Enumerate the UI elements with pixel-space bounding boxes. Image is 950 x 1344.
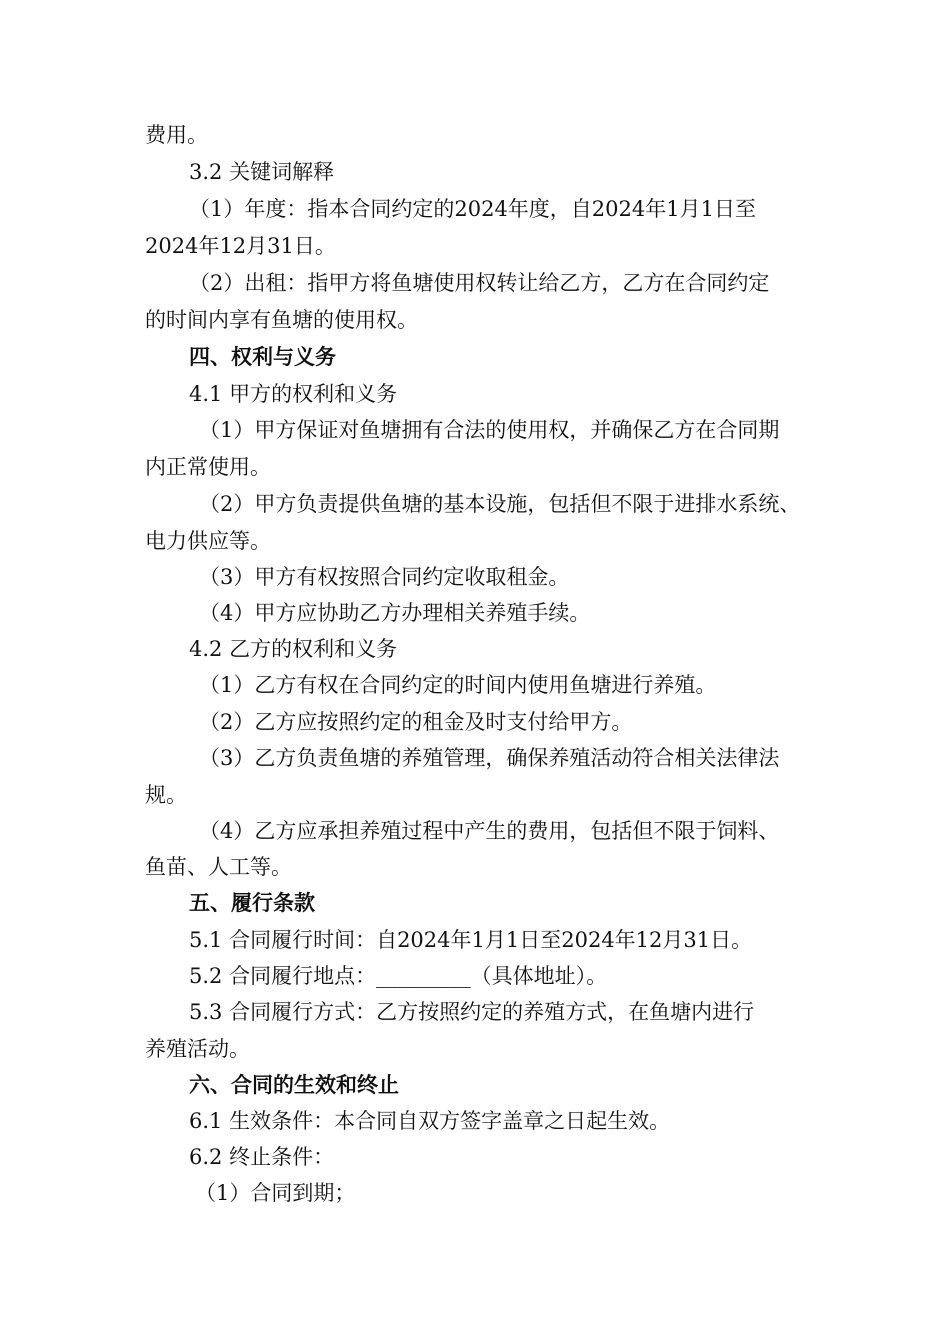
paragraph-continuation: 费用。 — [145, 123, 208, 147]
party-a-item-1: （1）甲方保证对鱼塘拥有合法的使用权，并确保乙方在合同期 — [199, 418, 780, 442]
definition-item-2: （2）出租：指甲方将鱼塘使用权转让给乙方，乙方在合同约定 — [189, 271, 770, 295]
party-b-item-4: （4）乙方应承担养殖过程中产生的费用，包括但不限于饲料、 — [199, 819, 780, 843]
party-a-item-4: （4）甲方应协助乙方办理相关养殖手续。 — [199, 601, 591, 625]
definition-item-1: （1）年度：指本合同约定的2024年度，自2024年1月1日至 — [189, 197, 756, 221]
clause-5-3: 5.3 合同履行方式：乙方按照约定的养殖方式，在鱼塘内进行 — [189, 1000, 755, 1024]
section-heading-6: 六、合同的生效和终止 — [189, 1073, 399, 1097]
party-a-item-2: （2）甲方负责提供鱼塘的基本设施，包括但不限于进排水系统、 — [199, 492, 801, 516]
section-heading-5: 五、履行条款 — [189, 891, 315, 915]
party-a-item-2-cont: 电力供应等。 — [145, 529, 271, 553]
clause-5-2: 5.2 合同履行地点：_________（具体地址）。 — [189, 964, 608, 988]
clause-heading-3-2: 3.2 关键词解释 — [189, 160, 335, 184]
clause-6-2: 6.2 终止条件： — [189, 1145, 335, 1169]
definition-item-2-cont: 的时间内享有鱼塘的使用权。 — [145, 308, 418, 332]
party-b-item-3: （3）乙方负责鱼塘的养殖管理，确保养殖活动符合相关法律法 — [199, 746, 780, 770]
section-heading-4: 四、权利与义务 — [189, 345, 336, 369]
party-b-item-1: （1）乙方有权在合同约定的时间内使用鱼塘进行养殖。 — [199, 673, 717, 697]
clause-5-1: 5.1 合同履行时间：自2024年1月1日至2024年12月31日。 — [189, 928, 753, 952]
definition-item-1-cont: 2024年12月31日。 — [145, 234, 336, 258]
clause-6-1: 6.1 生效条件：本合同自双方签字盖章之日起生效。 — [189, 1109, 671, 1133]
party-b-item-2: （2）乙方应按照约定的租金及时支付给甲方。 — [199, 710, 633, 734]
clause-heading-4-1: 4.1 甲方的权利和义务 — [189, 382, 398, 406]
party-a-item-1-cont: 内正常使用。 — [145, 455, 271, 479]
party-a-item-3: （3）甲方有权按照合同约定收取租金。 — [199, 565, 570, 589]
clause-heading-4-2: 4.2 乙方的权利和义务 — [189, 637, 398, 661]
termination-item-1: （1）合同到期； — [195, 1181, 356, 1205]
clause-5-3-cont: 养殖活动。 — [145, 1037, 250, 1061]
party-b-item-3-cont: 规。 — [145, 783, 187, 807]
party-b-item-4-cont: 鱼苗、人工等。 — [145, 855, 292, 879]
